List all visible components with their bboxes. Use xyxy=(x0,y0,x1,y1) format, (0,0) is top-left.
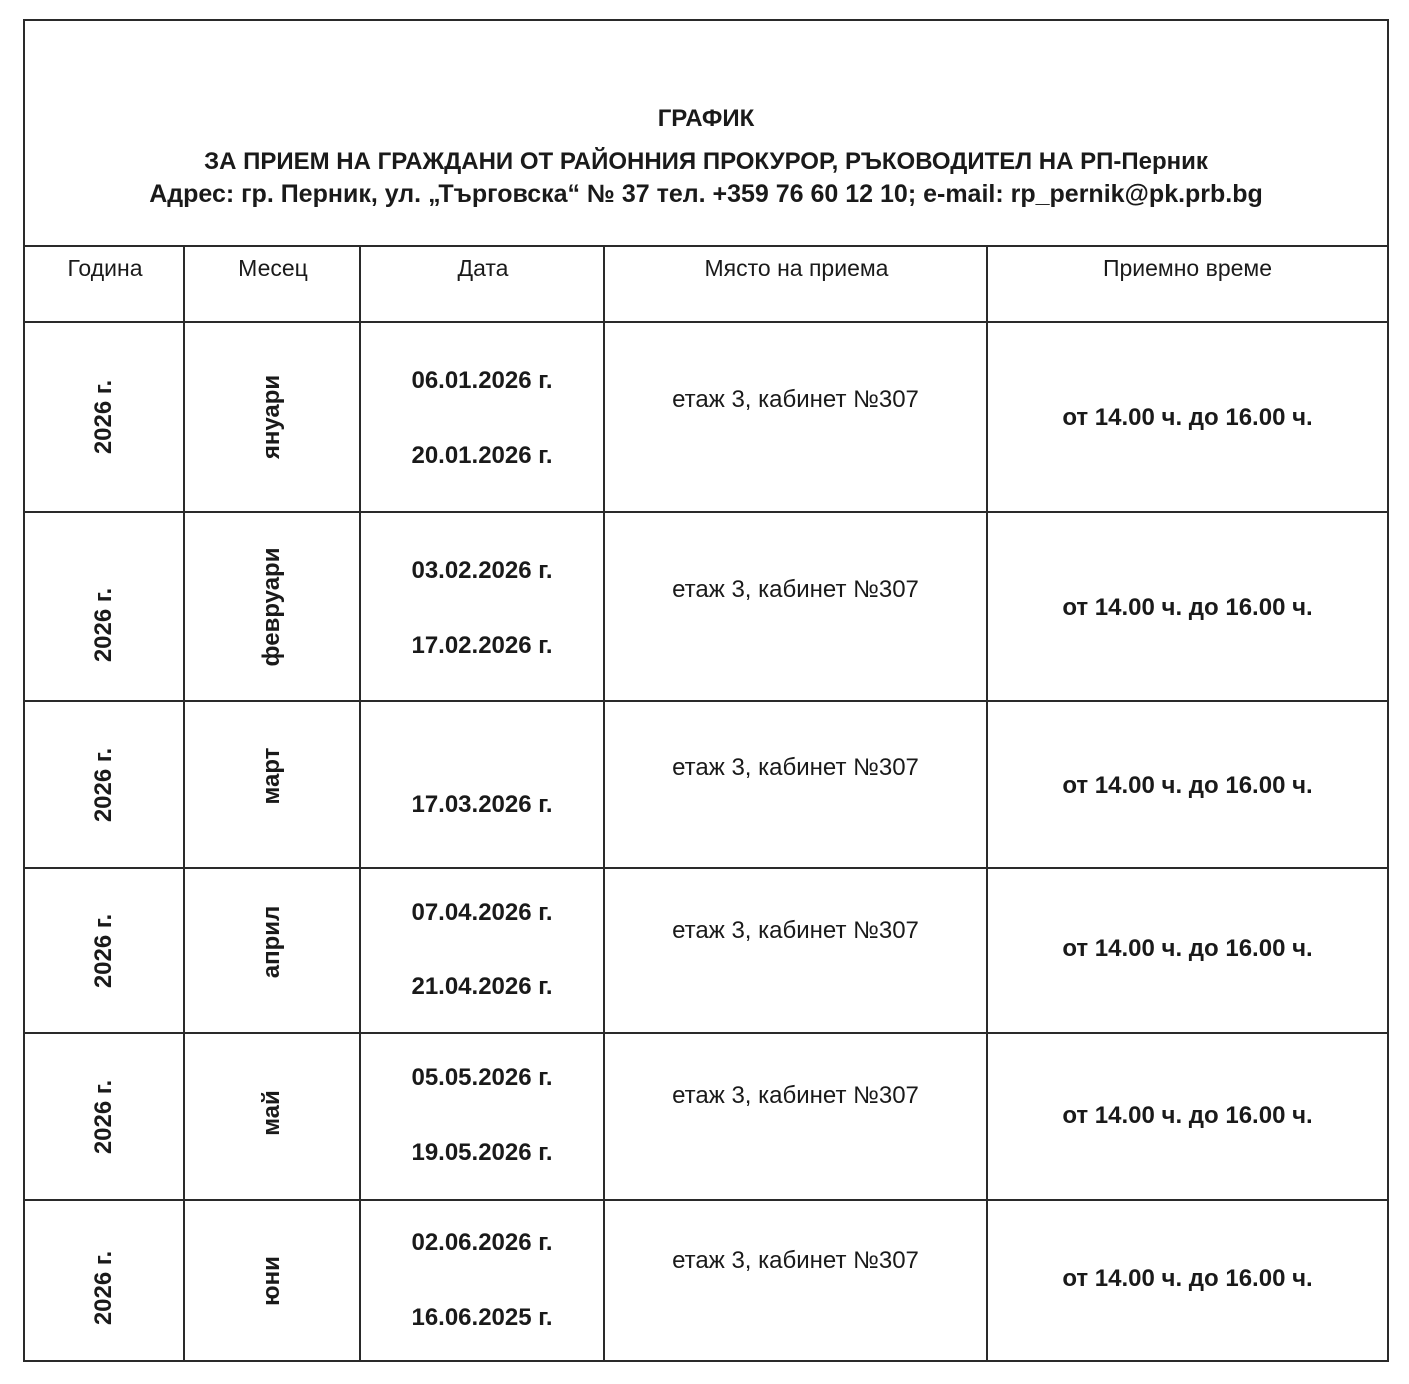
year-cell: 2026 г. xyxy=(90,588,117,663)
year-cell: 2026 г. xyxy=(90,913,117,988)
place-cell: етаж 3, кабинет №307 xyxy=(672,1082,919,1109)
date-cell: 19.05.2026 г. xyxy=(411,1139,553,1166)
time-cell: от 14.00 ч. до 16.00 ч. xyxy=(1062,404,1313,431)
time-cell: от 14.00 ч. до 16.00 ч. xyxy=(1062,1265,1313,1292)
date-cell: 02.06.2026 г. xyxy=(411,1229,553,1256)
year-cell: 2026 г. xyxy=(90,1079,117,1154)
month-cell: февруари xyxy=(258,547,285,666)
date-cell: 05.05.2026 г. xyxy=(411,1064,553,1091)
table-row xyxy=(25,1034,1387,1201)
place-cell: етаж 3, кабинет №307 xyxy=(672,754,919,781)
date-cell: 17.02.2026 г. xyxy=(411,632,553,659)
table-row xyxy=(25,513,1387,702)
place-cell: етаж 3, кабинет №307 xyxy=(672,576,919,603)
contact-address: Адрес: гр. Перник, ул. „Търговска“ № 37 тел. +359 76 60 12 10; e-mail: rp_pernik@pk.prb.bg xyxy=(149,180,1263,208)
month-cell: май xyxy=(258,1090,285,1136)
place-cell: етаж 3, кабинет №307 xyxy=(672,917,919,944)
month-cell: юни xyxy=(258,1255,285,1306)
table-row xyxy=(25,1201,1387,1360)
date-cell: 21.04.2026 г. xyxy=(411,973,553,1000)
column-header-month: Месец xyxy=(185,247,361,323)
column-header-date: Дата xyxy=(361,247,605,323)
column-header-place: Място на приема xyxy=(605,247,988,323)
document-subtitle: ЗА ПРИЕМ НА ГРАЖДАНИ ОТ РАЙОННИЯ ПРОКУРОР, РЪКОВОДИТЕЛ НА РП-Перник xyxy=(204,148,1208,175)
year-cell: 2026 г. xyxy=(90,1251,117,1326)
date-cell: 07.04.2026 г. xyxy=(411,899,553,926)
place-cell: етаж 3, кабинет №307 xyxy=(672,1247,919,1274)
date-cell: 16.06.2025 г. xyxy=(411,1304,553,1331)
time-cell: от 14.00 ч. до 16.00 ч. xyxy=(1062,594,1313,621)
place-cell: етаж 3, кабинет №307 xyxy=(672,386,919,413)
table-row xyxy=(25,323,1387,513)
year-cell: 2026 г. xyxy=(90,747,117,822)
table-row xyxy=(25,869,1387,1034)
month-cell: януари xyxy=(258,374,285,460)
time-cell: от 14.00 ч. до 16.00 ч. xyxy=(1062,1102,1313,1129)
document-header xyxy=(25,21,1387,247)
date-cell: 17.03.2026 г. xyxy=(411,791,553,818)
time-cell: от 14.00 ч. до 16.00 ч. xyxy=(1062,935,1313,962)
column-header-year: Година xyxy=(25,247,185,323)
table-row xyxy=(25,702,1387,869)
month-cell: април xyxy=(258,906,285,979)
time-cell: от 14.00 ч. до 16.00 ч. xyxy=(1062,772,1313,799)
date-cell: 06.01.2026 г. xyxy=(411,367,553,394)
schedule-table xyxy=(23,19,1389,1362)
month-cell: март xyxy=(258,747,285,805)
document-title: ГРАФИК xyxy=(657,105,755,132)
date-cell: 03.02.2026 г. xyxy=(411,557,553,584)
date-cell: 20.01.2026 г. xyxy=(411,442,553,469)
year-cell: 2026 г. xyxy=(90,379,117,455)
column-header-time: Приемно време xyxy=(988,247,1387,323)
